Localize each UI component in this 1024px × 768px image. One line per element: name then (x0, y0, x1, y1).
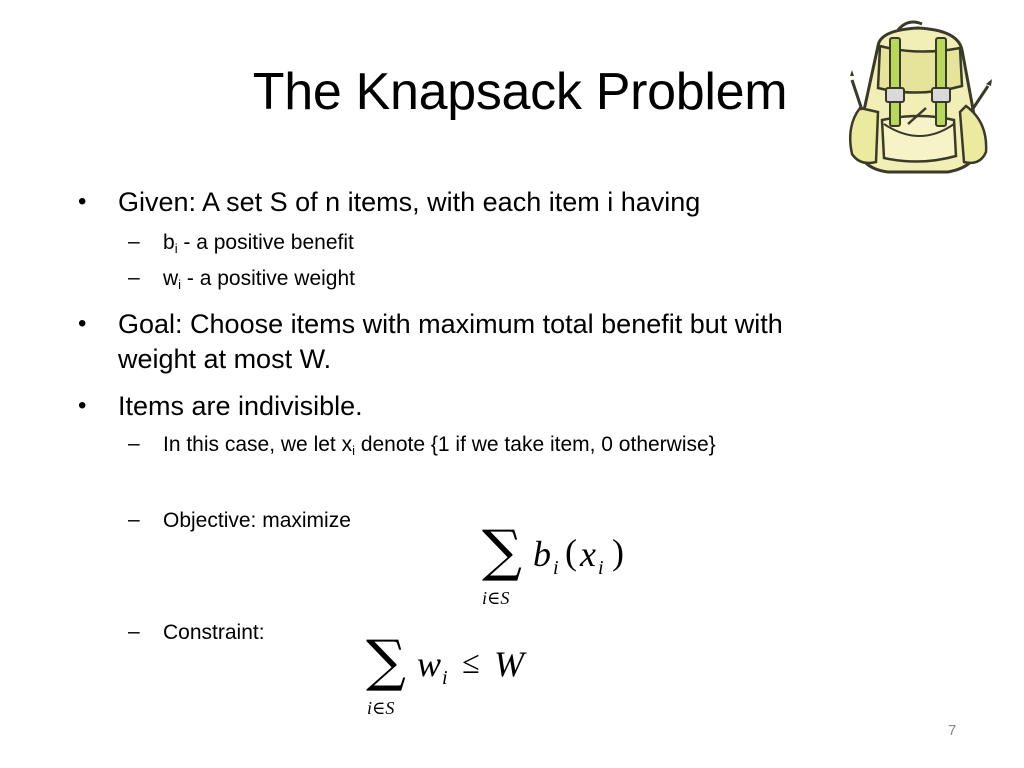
sum-index: i∈S (482, 588, 510, 608)
sum-index: i∈S (367, 698, 395, 718)
sub-bullet-weight: $w_i$ - a positive weight (163, 267, 355, 292)
dash-marker: – (128, 432, 140, 455)
bullet-marker: • (78, 310, 87, 337)
sub-bullet-benefit: $b_i$ - a positive benefit (163, 231, 354, 256)
bullet-marker: • (78, 392, 87, 419)
formula-w: w (417, 644, 442, 684)
bullet-goal-line1: Goal: Choose items with maximum total benefit but with (118, 309, 783, 339)
formula-x-index: i (598, 557, 604, 579)
page-number: 7 (948, 722, 957, 739)
sub-bullet-case: In this case, we let $x_i$ denote {1 if we take item, 0 otherwise} (163, 433, 716, 458)
dash-marker: – (128, 508, 140, 531)
sub-bullet-objective: Objective: maximize (163, 509, 351, 532)
slide-title: The Knapsack Problem (252, 63, 788, 121)
formula-w-index: i (442, 667, 448, 689)
bullet-given: Given: A set S of n items, with each item i having (118, 187, 701, 217)
formula-leq: ≤ (462, 644, 480, 680)
sum-symbol: ∑ (482, 519, 522, 584)
formula-W: W (494, 644, 524, 684)
formula-paren-close: ) (612, 532, 624, 572)
formula-paren-open: ( (565, 532, 577, 572)
dash-marker: – (128, 230, 140, 253)
sum-symbol: ∑ (366, 629, 406, 694)
dash-marker: – (128, 266, 140, 289)
formula-x: x (580, 534, 596, 574)
bullet-indivisible: Items are indivisible. (118, 391, 363, 421)
bullet-goal-line2: weight at most W. (118, 344, 332, 374)
formula-b: b (533, 534, 551, 574)
dash-marker: – (128, 620, 140, 643)
formula-b-index: i (553, 557, 559, 579)
bullet-marker: • (78, 188, 87, 215)
sub-bullet-constraint: Constraint: (163, 621, 265, 644)
